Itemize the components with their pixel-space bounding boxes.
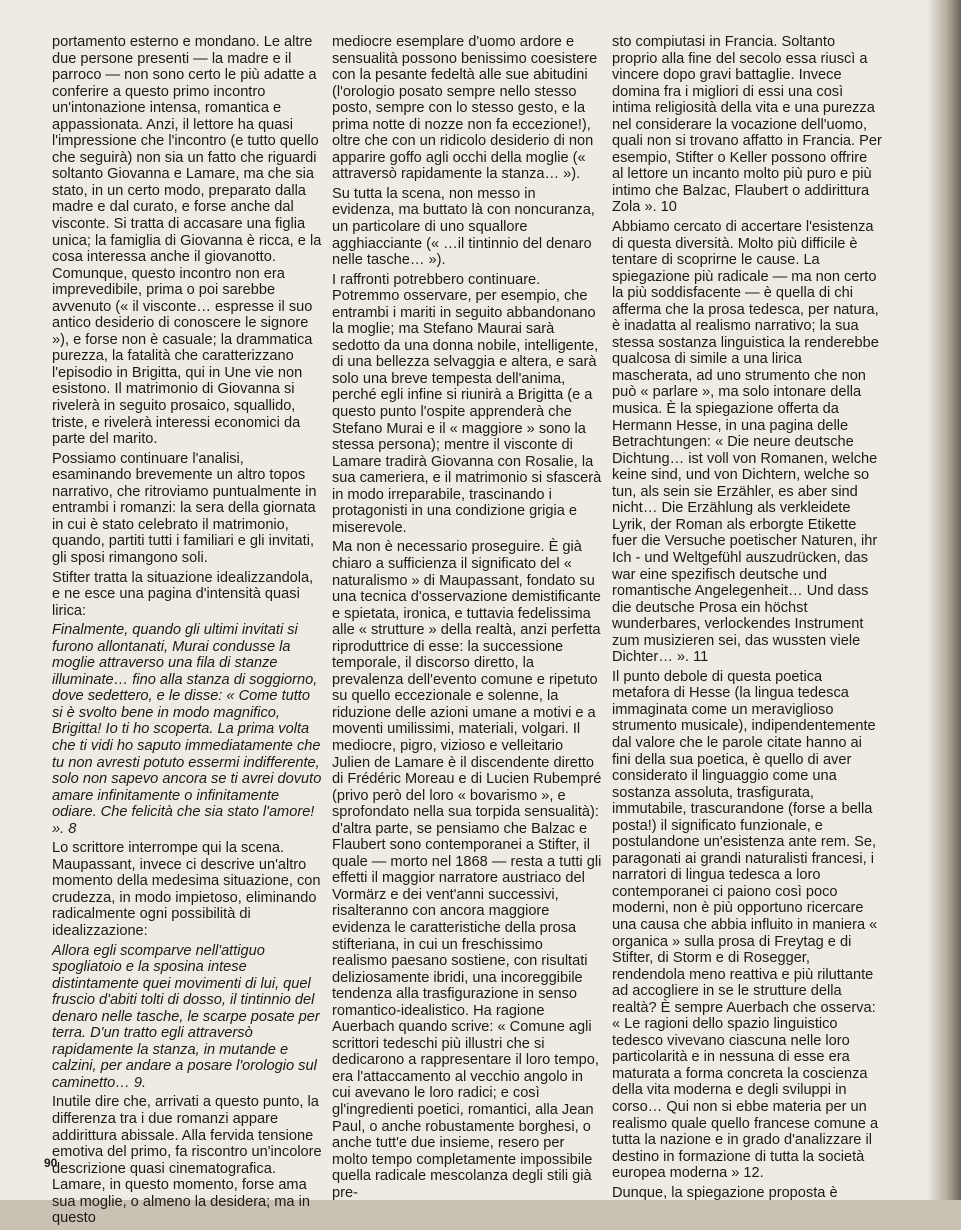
paragraph: Su tutta la scena, non messo in evidenza, ma buttato là con noncuranza, un particolare di uno squallore agghiacciante (« …il tintinnio del denaro nelle tasche… »). — [332, 185, 595, 269]
text-column-left — [52, 34, 322, 1230]
paragraph: Ma non è necessario proseguire. È già chiaro a sufficienza il significato del « naturalismo » di Maupassant, fondato su una tecnica d'osservazione demistificante e spietata, ironica, e tuttavia fedelissima alle « strutture » della realtà, anzi perfetta riproduttrice di esse: la successione temporale, il discorso diretto, la prevalenza dell'evento comune e ripetuto su quello eccezionale e solenne, la riduzione delle azioni umane a motivi e a moventi umilissimi, materiali, volgari. Il mediocre, pigro, vizioso e velleitario Julien de Lamare è il discendente diretto di Frédéric Moreau e di Lucien Rubempré (privo però del loro « bovarismo », e sprofondato nella sua torpida sensualità): d'altra parte, se pensiamo che Balzac e Flaubert sono contemporanei a Stifter, il quale — morto nel 1868 — resta a tutti gli effetti il maggior narratore austriaco del Vormärz e dei vent'anni successivi, risalteranno con ancora maggiore evidenza le caratteristiche della prosa stifteriana, in cui un freschissimo realismo paesano sostiene, con risultati deliziosamente ibridi, una incoreggibile tendenza alla trasfigurazione in senso romantico-idealistico. Ha ragione Auerbach quando scrive: « Comune agli scrittori tedeschi più illustri che si dedicarono a rappresentare il loro tempo, era l'attaccamento al vecchio angolo in cui avevano le loro radici; e così gl'ingredienti poetici, romantici, alla Jean Paul, o anche robustamente borghesi, o anche tutt'e due insieme, resero per molto tempo completamente impossibile quella radicale mescolanza degli stili già pre- — [332, 539, 602, 1201]
page-number: 90 — [44, 1156, 58, 1170]
quotation: Allora egli scomparve nell'attiguo spogliatoio e la sposina intese distintamente quei movimenti di lui, quel fruscio d'abiti tolti di dosso, il tintinnio del denaro nelle tasche, le scarpe posate per terra. D'un tratto egli attraversò rapidamente la stanza, in mutande e calzini, per andare a posare l'orologio sul caminetto… 9. — [52, 942, 320, 1091]
book-gutter-shadow — [927, 0, 961, 1200]
paragraph: sto compiutasi in Francia. Soltanto proprio alla fine del secolo essa riuscì a vincere dopo gravi battaglie. Invece domina fra i migliori di essi una così intima religiosità della vita e una purezza nel considerare la vocazione dell'uomo, quali non si trovano affatto in Francia. Per esempio, Stifter o Keller possono offrire al lettore un incanto molto più puro e più intimo che Balzac, Flaubert o addirittura Zola ». 10 — [612, 34, 882, 216]
paragraph: Possiamo continuare l'analisi, esaminando brevemente un altro topos narrativo, che ritroviamo puntualmente in entrambi i romanzi: la sera della giornata in cui è stato celebrato il matrimonio, quando, partiti tutti i familiari e gli invitati, gli sposi rimangono soli. — [52, 450, 317, 566]
paragraph: portamento esterno e mondano. Le altre due persone presenti — la madre e il parroco — non sono certo le più adatte a conferire a questo primo incontro un'intonazione intensa, romantica e appassionata. Anzi, il lettore ha quasi l'impressione che l'incontro (e tutto quello che seguirà) non sia un fatto che riguardi soltanto Giovanna e Lamare, ma che sia stato, in un certo modo, preparato dalla madre e dal curato, e forse anche dal visconte. Si tratta di accasare una figlia unica; la famiglia di Giovanna è ricca, e la cosa interessa anche il giovanotto. Comunque, questo incontro non era imprevedibile, prima o poi sarebbe avvenuto (« il visconte… espresse il suo antico desiderio di conoscere le signore »), e forse non è casuale; la drammatica purezza, la fatalità che caratterizzano l'episodio in Brigitta, qui in Une vie non esistono. Il matrimonio di Giovanna si rivelerà in seguito prosaico, squallido, triste, e rivelerà interessi economici da parte del marito. — [52, 34, 322, 448]
paragraph: mediocre esemplare d'uomo ardore e sensualità possono benissimo coesistere con la pesante fedeltà alle sue abitudini (l'orologio posato sempre nello stesso posto, sempre con lo stesso gesto, e la prima notte di nozze non fa eccezione!), oltre che con un ridicolo desiderio di non apparire goffo agli occhi della moglie (« attraversò rapidamente la stanza… »). — [332, 34, 598, 183]
paragraph: I raffronti potrebbero continuare. Potremmo osservare, per esempio, che entrambi i mariti in seguito abbandonano la moglie; ma Stefano Maurai sarà sedotto da una donna nobile, intelligente, di una bellezza selvaggia e altera, e sarà solo una breve tempesta dell'anima, perché egli infine si riunirà a Brigitta (e a questo punto l'ospite apprenderà che Stefano Murai e il « maggiore » sono la stessa persona); mentre il visconte di Lamare tradirà Giovanna con Rosalie, la sua cameriera, e il matrimonio si sfascerà in modo irreparabile, trascinando i protagonisti in una condizione grigia e miserevole. — [332, 271, 602, 536]
text-column-middle — [332, 34, 602, 1204]
paragraph: Abbiamo cercato di accertare l'esistenza di questa diversità. Molto più difficile è tentare di scoprirne le cause. La spiegazione più radicale — ma non certo la più soddisfacente — è quella di chi afferma che la prosa tedesca, per natura, è inadatta al realismo narrativo; la sua stessa sostanza linguistica la renderebbe qualcosa di simile a una lirica mascherata, ad uno strumento che non può « parlare », ma solo intonare della musica. È la spiegazione offerta da Hermann Hesse, in una pagina delle Betrachtungen: « Die neure deutsche Dichtung… ist voll von Romanen, welche keine sind, und von Dichtern, welche so tun, als sein sie Erzähler, es aber sind nicht… Die Erzählung als verkleidete Lyrik, der Roman als erborgte Etikette fuer die Versuche poetischer Naturen, ihr Ich - und Weltgefühl auszudrücken, das war eine spezifisch deutsche und romantische Angelegenheit… Und dass die deutsche Prosa ein höchst wunderbares, verlockendes Instrument zum musizieren sei, das wussten viele Dichter… ». 11 — [612, 219, 879, 666]
paragraph: Inutile dire che, arrivati a questo punto, la differenza tra i due romanzi appare addirittura abissale. Alla fervida tensione emotiva del primo, fa riscontro un'incolore descrizione quasi cinematografica. Lamare, in questo momento, forse ama sua moglie, o almeno la desidera; ma in questo — [52, 1094, 322, 1227]
paragraph: Stifter tratta la situazione idealizzandola, e ne esce una pagina d'intensità quasi lirica: — [52, 569, 314, 619]
text-column-right — [612, 34, 882, 1204]
paragraph: Lo scrittore interrompe qui la scena. Maupassant, invece ci descrive un'altro momento della medesima situazione, con crudezza, in modo impietoso, eliminando radicalmente ogni possibilità di idealizzazione: — [52, 840, 321, 939]
paragraph: Il punto debole di questa poetica metafora di Hesse (la lingua tedesca immaginata come un meraviglioso strumento musicale), indipendentemente dal valore che le parole citate hanno ai fini della sua poetica, è quello di aver considerato il linguaggio come una sostanza assoluta, trasfigurata, immutabile, trascurandone (forse a bella posta!) il significato funzionale, e postulandone un'esistenza ante rem. Se, paragonati ai grandi naturalisti francesi, i narratori di lingua tedesca a loro contemporanei ci paiono così poco moderni, non è più opportuno ricercare una causa che abbia influito in maniera « organica » sulla prosa di Freytag e di Stifter, di Storm e di Rosegger, rendendola meno reattiva e più riluttante ad accogliere in se le strutture della realtà? È sempre Auerbach che osserva: « Le ragioni dello spazio linguistico tedesco vivevano ciascuna nelle loro particolarità e in nessuna di esse era maturata a forma concreta la coscienza della vita moderna e degli sviluppi in corso… Qui non si ebbe materia per un realismo quale quello francese comune a tutta la nazione e in grado d'analizzare il destino in formazione di tutta la società europea moderna » 12. — [612, 668, 879, 1182]
quotation: Finalmente, quando gli ultimi invitati si furono allontanati, Murai condusse la moglie attraverso una fila di stanze illuminate… fino alla stanza di soggiorno, dove sedettero, e le disse: « Come tutto si è svolto bene in modo magnifico, Brigitta! Io ti ho scoperta. La prima volta che ti vidi ho saputo immediatamente che tu non avresti potuto essermi indifferente, solo non sapevo ancora se ti avrei dovuto amare infinitamente o infinitamente odiare. Che felicità che sia stato l'amore! ». 8 — [52, 622, 322, 837]
paragraph: Dunque, la spiegazione proposta è — [612, 1184, 838, 1201]
